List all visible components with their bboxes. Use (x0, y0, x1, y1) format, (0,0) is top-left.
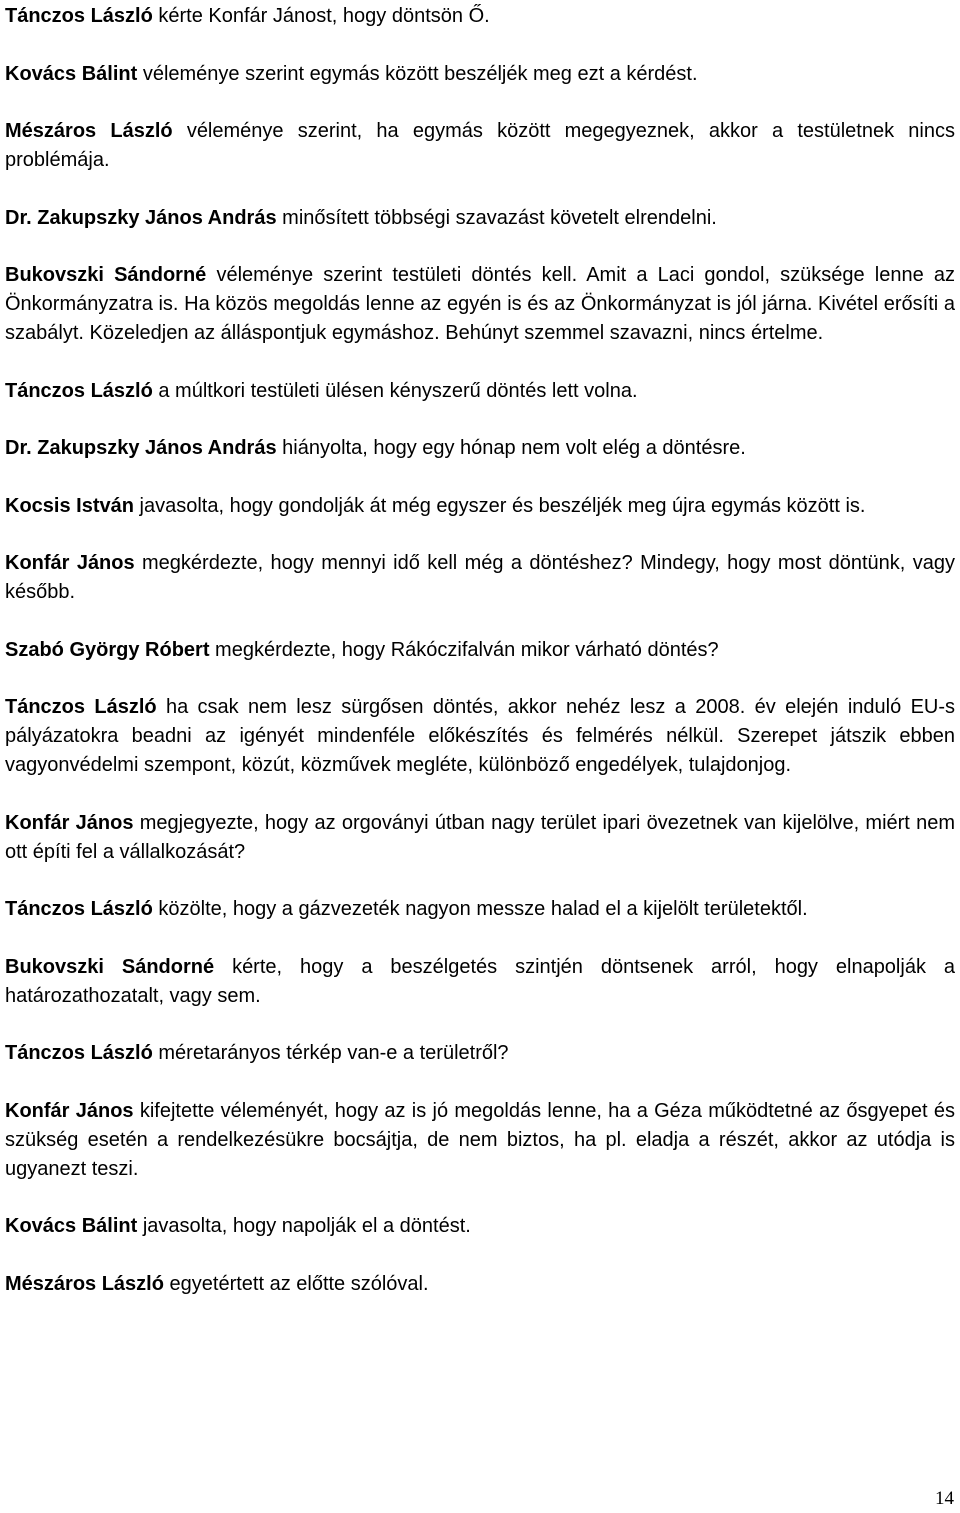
paragraph-text: megkérdezte, hogy mennyi idő kell még a döntéshez? Mindegy, hogy most döntünk, vagy később. (5, 552, 955, 603)
paragraph (5, 492, 955, 521)
speaker-name: Szabó György Róbert (5, 638, 210, 661)
paragraph (5, 204, 955, 233)
paragraph-text: véleménye szerint testületi döntés kell. Amit a Laci gondol, szüksége lenne az Önkormányzatra is. Ha közös megoldás lenne az egyén is és az Önkormányzat is jól járna. Kivétel erősíti a szabályt. Közeledjen az álláspontjuk egymáshoz. Behúnyt szemmel szavazni, nincs értelme. (5, 264, 956, 344)
paragraph-text: véleménye szerint, ha egymás között megegyeznek, akkor a testületnek nincs problémája. (5, 120, 955, 171)
speaker-name: Tánczos László (5, 898, 153, 920)
speaker-name: Tánczos László (5, 379, 153, 402)
paragraph (5, 60, 955, 89)
speaker-name: Konfár János (5, 552, 135, 574)
paragraph (5, 1270, 955, 1299)
paragraph (5, 953, 955, 1011)
paragraph (5, 2, 955, 31)
paragraph-text: véleménye szerint egymás között beszéljék meg ezt a kérdést. (142, 62, 698, 85)
paragraph-text: méretarányos térkép van-e a területről? (158, 1042, 509, 1064)
paragraph-text: ha csak nem lesz sürgősen döntés, akkor nehéz lesz a 2008. év elején induló EU-s pályázatokra beadni az igényét mindenféle előkészítés és felmérés nélkül. Szerepet játszik ebben vagyonvédelmi szempont, közút, közművek megléte, különböző engedélyek, tulajdonjog. (5, 696, 956, 776)
speaker-name: Kovács Bálint (5, 1215, 138, 1237)
paragraph (5, 434, 955, 463)
speaker-name: Tánczos László (5, 1042, 153, 1064)
speaker-name: Dr. Zakupszky János András (5, 437, 277, 459)
paragraph (5, 809, 955, 867)
paragraph-text: javasolta, hogy gondolják át még egyszer és beszéljék meg újra egymás között is. (139, 494, 866, 517)
speaker-name: Kocsis István (5, 494, 134, 517)
paragraph-text: kérte Konfár Jánost, hogy döntsön Ő. (158, 5, 490, 27)
paragraph (5, 636, 955, 665)
paragraph (5, 377, 955, 406)
paragraph (5, 693, 955, 780)
paragraph-text: kifejtette véleményét, hogy az is jó megoldás lenne, ha a Géza működtetné az ősgyepet és szükség esetén a rendelkezésükre bocsájtja, de nem biztos, ha pl. eladja a részét, akkor az utódja is ugyanezt teszi. (5, 1099, 956, 1180)
paragraph (5, 261, 955, 348)
paragraph (5, 895, 955, 924)
speaker-name: Konfár János (5, 811, 134, 834)
paragraph-text: kérte, hogy a beszélgetés szintjén döntsenek arról, hogy elnapolják a határozathozatalt, vagy sem. (5, 955, 956, 1007)
speaker-name: Kovács Bálint (5, 62, 138, 85)
paragraph (5, 1097, 955, 1184)
speaker-name: Tánczos László (5, 696, 157, 718)
paragraph (5, 549, 955, 607)
paragraph (5, 117, 955, 175)
document-body (5, 2, 955, 1299)
paragraph-text: a múltkori testületi ülésen kényszerű döntés lett volna. (158, 379, 638, 402)
page-number: 14 (935, 1488, 954, 1509)
paragraph-text: egyetértett az előtte szólóval. (169, 1272, 429, 1295)
paragraph-text: minősített többségi szavazást követelt elrendelni. (282, 206, 717, 229)
speaker-name: Bukovszki Sándorné (5, 264, 207, 286)
paragraph-text: javasolta, hogy napolják el a döntést. (142, 1215, 471, 1237)
paragraph-text: közölte, hogy a gázvezeték nagyon messze halad el a kijelölt területektől. (158, 898, 808, 920)
paragraph-text: megkérdezte, hogy Rákóczifalván mikor várható döntés? (215, 638, 719, 661)
speaker-name: Mészáros László (5, 1272, 164, 1295)
speaker-name: Bukovszki Sándorné (5, 955, 215, 978)
paragraph (5, 1039, 955, 1068)
speaker-name: Mészáros László (5, 120, 173, 142)
paragraph-text: hiányolta, hogy egy hónap nem volt elég a döntésre. (282, 437, 746, 459)
speaker-name: Tánczos László (5, 5, 153, 27)
speaker-name: Konfár János (5, 1099, 134, 1122)
speaker-name: Dr. Zakupszky János András (5, 206, 277, 229)
paragraph (5, 1212, 955, 1241)
paragraph-text: megjegyezte, hogy az orgoványi útban nagy terület ipari övezetnek van kijelölve, miért nem ott építi fel a vállalkozását? (5, 811, 955, 863)
